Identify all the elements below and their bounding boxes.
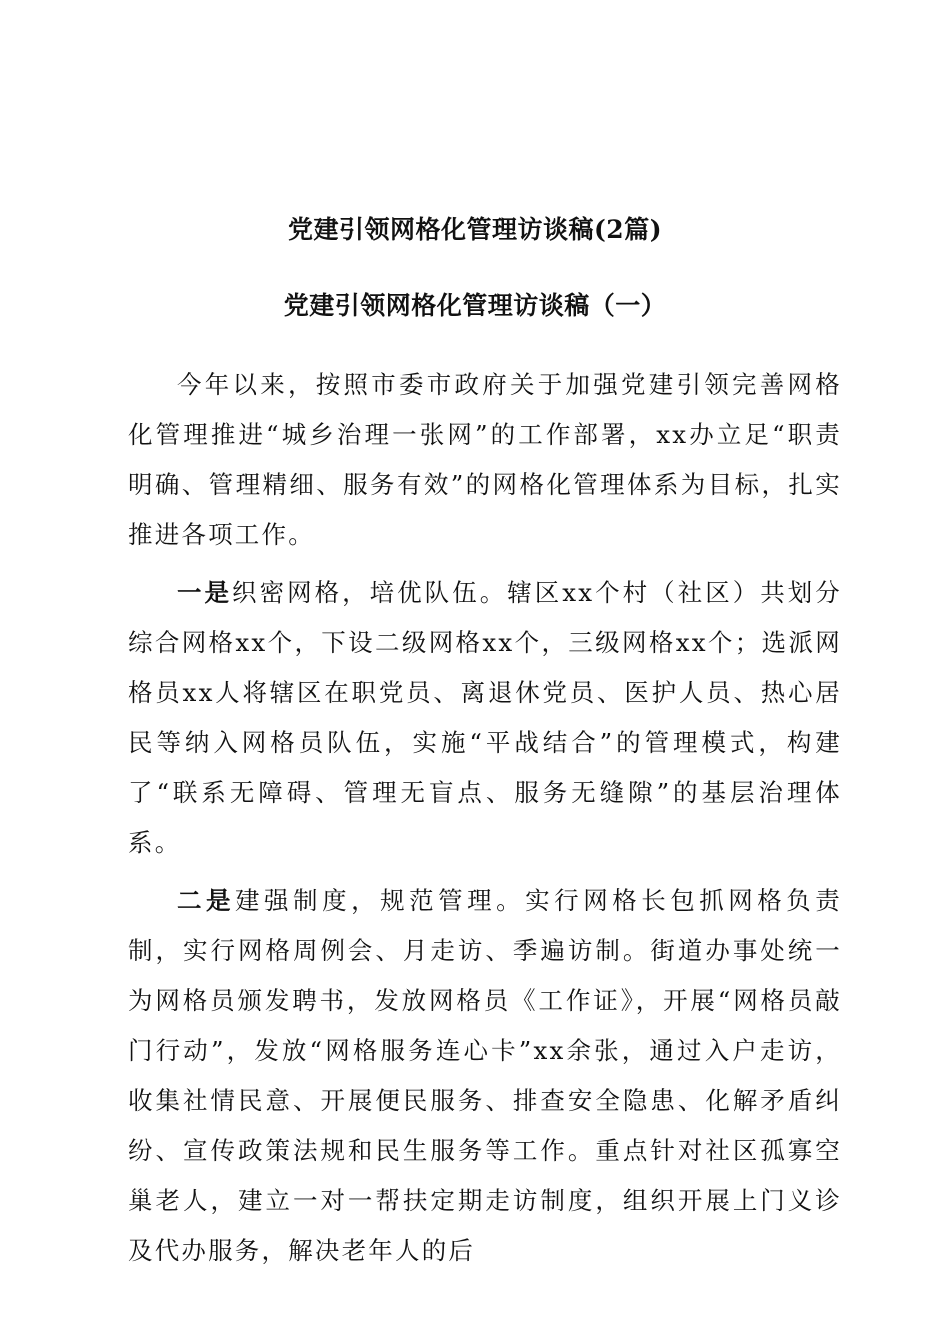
document-body [128, 360, 842, 1284]
paragraph-text: 今年以来，按照市委市政府关于加强党建引领完善网格化管理推进“城乡治理一张网”的工作部署，xx办立足“职责明确、管理精细、服务有效”的网格化管理体系为目标，扎实推进各项工作。 [128, 370, 842, 549]
paragraph-text: 建强制度，规范管理。实行网格长包抓网格负责制，实行网格周例会、月走访、季遍访制。街道办事处统一为网格员颁发聘书，发放网格员《工作证》，开展“网格员敲门行动”，发放“网格服务连心卡”xx余张，通过入户走访，收集社情民意、开展便民服务、排查安全隐患、化解矛盾纠纷、宣传政策法规和民生服务等工作。重点针对社区孤寡空巢老人，建立一对一帮扶定期走访制度，组织开展上门义诊及代办服务，解决老年人的后 [128, 886, 842, 1265]
paragraph-lead: 二是 [177, 886, 236, 915]
document-subtitle: 党建引领网格化管理访谈稿（一） [283, 291, 667, 320]
paragraph-intro [128, 360, 842, 560]
paragraph-lead: 一是 [177, 578, 233, 607]
document-title: 党建引领网格化管理访谈稿(2篇) [287, 215, 663, 244]
paragraph-point-two [128, 876, 842, 1276]
paragraph-text: 织密网格，培优队伍。辖区xx个村（社区）共划分综合网格xx个，下设二级网格xx个，三级网格xx个；选派网格员xx人将辖区在职党员、离退休党员、医护人员、热心居民等纳入网格员队伍，实施“平战结合”的管理模式，构建了“联系无障碍、管理无盲点、服务无缝隙”的基层治理体系。 [128, 578, 842, 857]
paragraph-point-one [128, 568, 842, 868]
